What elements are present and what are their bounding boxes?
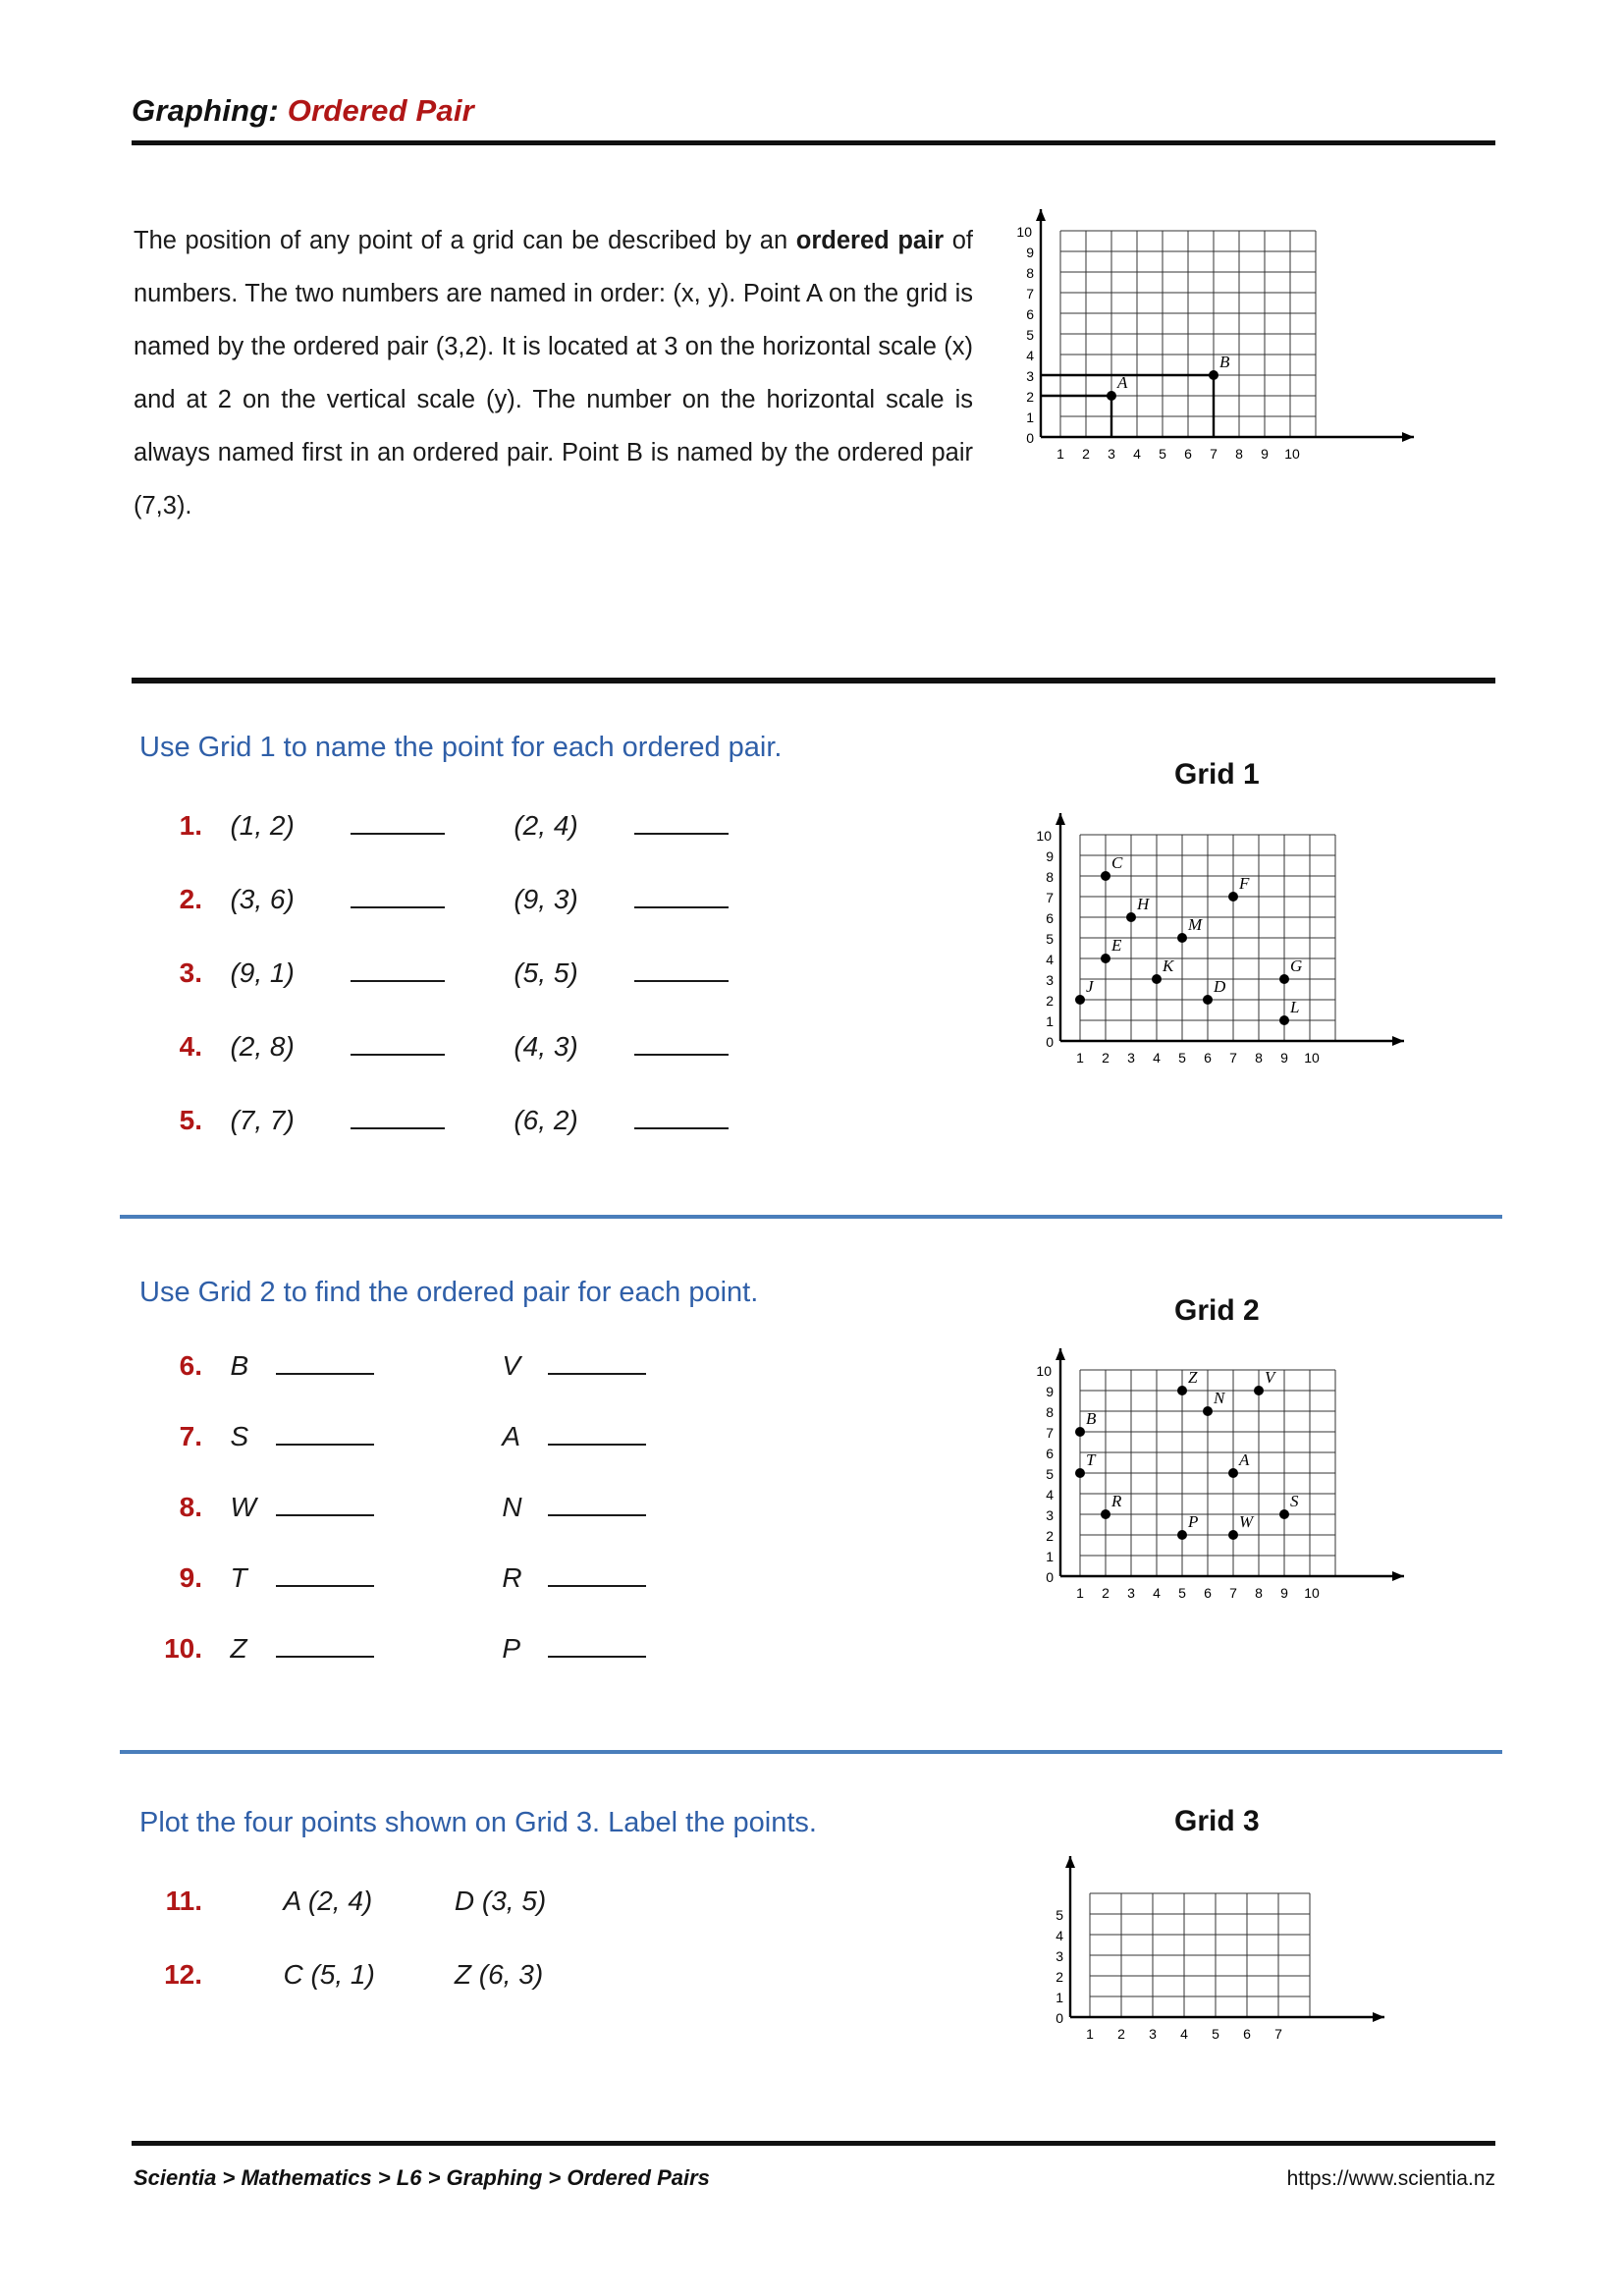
svg-text:G: G: [1290, 957, 1303, 975]
answer-blank[interactable]: [548, 1563, 646, 1587]
svg-text:9: 9: [1280, 1585, 1288, 1601]
svg-text:5: 5: [1178, 1585, 1186, 1601]
svg-text:D: D: [1214, 977, 1226, 996]
svg-text:7: 7: [1274, 2026, 1282, 2042]
grid2-svg: [1021, 1331, 1434, 1694]
answer-blank[interactable]: [276, 1422, 374, 1446]
question-row-6: [157, 1350, 646, 1382]
page-title-prefix: Graphing:: [132, 93, 279, 128]
answer-blank[interactable]: [276, 1493, 374, 1516]
svg-text:M: M: [1188, 915, 1203, 934]
svg-text:2: 2: [1026, 389, 1034, 405]
svg-text:4: 4: [1153, 1050, 1161, 1066]
svg-text:5: 5: [1212, 2026, 1219, 2042]
question-number: 3.: [179, 957, 202, 988]
answer-blank[interactable]: [634, 811, 729, 835]
svg-text:1: 1: [1076, 1050, 1084, 1066]
svg-text:6: 6: [1243, 2026, 1251, 2042]
answer-blank[interactable]: [351, 958, 445, 982]
svg-text:6: 6: [1046, 1446, 1054, 1461]
question-row-1: [157, 810, 729, 842]
svg-text:9: 9: [1046, 1384, 1054, 1399]
answer-blank[interactable]: [351, 811, 445, 835]
svg-text:3: 3: [1127, 1585, 1135, 1601]
answer-blank[interactable]: [276, 1351, 374, 1375]
svg-text:4: 4: [1180, 2026, 1188, 2042]
svg-text:B: B: [1086, 1409, 1097, 1428]
svg-text:9: 9: [1026, 245, 1034, 260]
svg-text:4: 4: [1046, 1487, 1054, 1503]
question-right-text: P: [502, 1633, 521, 1664]
svg-text:1: 1: [1026, 410, 1034, 425]
svg-text:0: 0: [1026, 430, 1034, 446]
header-divider: [132, 140, 1495, 145]
svg-text:F: F: [1239, 874, 1250, 893]
question-number: 5.: [179, 1105, 202, 1135]
answer-blank[interactable]: [276, 1634, 374, 1658]
svg-text:8: 8: [1235, 446, 1243, 462]
svg-text:1: 1: [1046, 1549, 1054, 1564]
svg-text:8: 8: [1255, 1585, 1263, 1601]
question-row-12: [145, 1959, 622, 1991]
svg-text:8: 8: [1046, 1404, 1054, 1420]
svg-text:2: 2: [1082, 446, 1090, 462]
svg-text:4: 4: [1056, 1928, 1063, 1943]
svg-text:J: J: [1086, 977, 1094, 996]
svg-text:1: 1: [1046, 1013, 1054, 1029]
instruction-section-1: Use Grid 1 to name the point for each ordered pair.: [139, 732, 783, 763]
svg-text:1: 1: [1086, 2026, 1094, 2042]
instruction-section-3: Plot the four points shown on Grid 3. Label the points.: [139, 1807, 817, 1838]
question-number: 11.: [165, 1886, 202, 1916]
svg-text:2: 2: [1046, 993, 1054, 1009]
svg-text:2: 2: [1117, 2026, 1125, 2042]
question-left-text: T: [230, 1562, 247, 1593]
svg-text:1: 1: [1076, 1585, 1084, 1601]
svg-text:R: R: [1111, 1492, 1122, 1510]
question-row-4: [157, 1031, 729, 1063]
grid1-title: Grid 1: [1174, 758, 1260, 791]
svg-text:K: K: [1163, 957, 1174, 975]
answer-blank[interactable]: [276, 1563, 374, 1587]
svg-text:0: 0: [1056, 2010, 1063, 2026]
answer-blank[interactable]: [351, 1106, 445, 1129]
section-divider-2: [120, 1215, 1502, 1219]
answer-blank[interactable]: [351, 885, 445, 908]
answer-blank[interactable]: [634, 885, 729, 908]
svg-text:10: 10: [1036, 828, 1052, 844]
question-left-text: B: [230, 1350, 249, 1381]
svg-text:W: W: [1239, 1512, 1254, 1531]
answer-blank[interactable]: [634, 1106, 729, 1129]
grid2-title: Grid 2: [1174, 1294, 1260, 1327]
intro-paragraph: [134, 214, 973, 532]
question-right-text: N: [502, 1492, 522, 1522]
svg-text:7: 7: [1046, 1425, 1054, 1441]
svg-text:10: 10: [1284, 446, 1300, 462]
svg-text:4: 4: [1153, 1585, 1161, 1601]
intro-text-part1: The position of any point of a grid can be described by an: [134, 227, 796, 254]
question-right-text: (5, 5): [514, 957, 578, 988]
svg-text:2: 2: [1046, 1528, 1054, 1544]
page-title-main: Ordered Pair: [287, 93, 474, 128]
svg-text:5: 5: [1046, 1466, 1054, 1482]
svg-text:7: 7: [1046, 890, 1054, 905]
question-row-8: [157, 1492, 646, 1523]
question-number: 12.: [164, 1959, 202, 1990]
svg-text:P: P: [1188, 1512, 1199, 1531]
svg-text:4: 4: [1046, 952, 1054, 967]
question-right-text: D (3, 5): [454, 1886, 547, 1916]
svg-text:10: 10: [1036, 1363, 1052, 1379]
svg-text:9: 9: [1261, 446, 1269, 462]
question-row-3: [157, 957, 729, 989]
svg-text:6: 6: [1204, 1585, 1212, 1601]
question-number: 6.: [179, 1350, 202, 1381]
question-right-text: (6, 2): [514, 1105, 578, 1135]
question-row-7: [157, 1421, 646, 1452]
question-row-9: [157, 1562, 646, 1594]
svg-text:10: 10: [1016, 224, 1032, 240]
section-divider-3: [120, 1750, 1502, 1754]
svg-text:7: 7: [1229, 1050, 1237, 1066]
svg-text:5: 5: [1178, 1050, 1186, 1066]
svg-text:2: 2: [1102, 1050, 1110, 1066]
svg-text:N: N: [1214, 1389, 1225, 1407]
svg-text:8: 8: [1046, 869, 1054, 885]
question-right-text: (2, 4): [514, 810, 578, 841]
svg-text:4: 4: [1026, 348, 1034, 363]
answer-blank[interactable]: [634, 1032, 729, 1056]
question-number: 9.: [179, 1562, 202, 1593]
svg-text:3: 3: [1046, 1507, 1054, 1523]
question-right-text: R: [502, 1562, 522, 1593]
svg-text:3: 3: [1026, 368, 1034, 384]
svg-text:3: 3: [1056, 1948, 1063, 1964]
grid2-figure: [1021, 1331, 1434, 1694]
svg-text:6: 6: [1184, 446, 1192, 462]
question-left-text: (2, 8): [230, 1031, 295, 1062]
footer-breadcrumb: Scientia > Mathematics > L6 > Graphing > Ordered Pairs: [134, 2165, 710, 2190]
grid1-svg: [1021, 795, 1434, 1159]
svg-text:V: V: [1265, 1368, 1275, 1387]
svg-text:3: 3: [1108, 446, 1115, 462]
svg-text:1: 1: [1056, 446, 1064, 462]
svg-text:8: 8: [1026, 265, 1034, 281]
svg-text:6: 6: [1204, 1050, 1212, 1066]
svg-text:9: 9: [1046, 848, 1054, 864]
svg-text:10: 10: [1304, 1050, 1320, 1066]
intro-text-part2: of numbers. The two numbers are named in order: (x, y). Point A on the grid is named by the ordered pair (3,2). It is located at 3 on the horizontal scale (x) and at 2 on the vertical scale (y). The number on the horizontal scale is always named first in an ordered pair. Point B is named by the ordered pair (7,3).: [134, 227, 974, 519]
question-left-text: S: [230, 1421, 249, 1451]
grid3-figure[interactable]: [1031, 1834, 1424, 2109]
svg-text:B: B: [1219, 353, 1230, 371]
answer-blank[interactable]: [548, 1351, 646, 1375]
svg-text:A: A: [1239, 1450, 1250, 1469]
question-left-text: (7, 7): [230, 1105, 295, 1135]
grid1-figure: [1021, 795, 1434, 1159]
svg-text:6: 6: [1026, 306, 1034, 322]
question-number: 2.: [179, 884, 202, 914]
page-title: [132, 93, 474, 129]
svg-text:10: 10: [1304, 1585, 1320, 1601]
question-right-text: (4, 3): [514, 1031, 578, 1062]
answer-blank[interactable]: [351, 1032, 445, 1056]
svg-text:H: H: [1137, 895, 1150, 913]
question-left-text: (9, 1): [230, 957, 295, 988]
svg-text:7: 7: [1229, 1585, 1237, 1601]
svg-text:5: 5: [1026, 327, 1034, 343]
answer-blank[interactable]: [548, 1634, 646, 1658]
svg-text:9: 9: [1280, 1050, 1288, 1066]
question-row-10: [145, 1633, 646, 1665]
question-number: 7.: [179, 1421, 202, 1451]
svg-text:C: C: [1111, 853, 1123, 872]
svg-text:3: 3: [1046, 972, 1054, 988]
grid3-svg[interactable]: [1031, 1834, 1424, 2109]
question-right-text: Z (6, 3): [454, 1959, 544, 1990]
question-left-text: (1, 2): [230, 810, 295, 841]
svg-text:5: 5: [1046, 931, 1054, 947]
intro-bold-term: ordered pair: [795, 227, 945, 254]
svg-text:0: 0: [1046, 1034, 1054, 1050]
question-right-text: (9, 3): [514, 884, 578, 914]
svg-text:3: 3: [1127, 1050, 1135, 1066]
svg-text:5: 5: [1056, 1907, 1063, 1923]
question-right-text: V: [502, 1350, 521, 1381]
svg-text:4: 4: [1133, 446, 1141, 462]
svg-text:Z: Z: [1188, 1368, 1198, 1387]
answer-blank[interactable]: [548, 1422, 646, 1446]
svg-text:3: 3: [1149, 2026, 1157, 2042]
svg-text:0: 0: [1046, 1569, 1054, 1585]
svg-text:5: 5: [1159, 446, 1166, 462]
grid3-title: Grid 3: [1174, 1805, 1260, 1837]
svg-text:1: 1: [1056, 1990, 1063, 2005]
footer-divider: [132, 2141, 1495, 2146]
svg-text:A: A: [1117, 373, 1128, 392]
svg-text:T: T: [1086, 1450, 1096, 1469]
question-row-11: [145, 1886, 622, 1917]
svg-text:E: E: [1111, 936, 1122, 955]
svg-text:2: 2: [1056, 1969, 1063, 1985]
svg-text:7: 7: [1026, 286, 1034, 301]
question-number: 8.: [179, 1492, 202, 1522]
question-number: 10.: [164, 1633, 202, 1664]
answer-blank[interactable]: [548, 1493, 646, 1516]
question-number: 4.: [179, 1031, 202, 1062]
svg-text:7: 7: [1210, 446, 1218, 462]
svg-text:S: S: [1290, 1492, 1299, 1510]
example-grid-svg: [1001, 191, 1453, 476]
question-left-text: C (5, 1): [283, 1959, 375, 1990]
question-right-text: A: [502, 1421, 521, 1451]
section-divider-1: [132, 678, 1495, 683]
question-row-5: [157, 1105, 729, 1136]
question-left-text: W: [230, 1492, 256, 1522]
question-left-text: A (2, 4): [283, 1886, 373, 1916]
question-left-text: Z: [230, 1633, 247, 1664]
example-grid-figure: [1001, 191, 1453, 476]
svg-text:6: 6: [1046, 910, 1054, 926]
svg-text:8: 8: [1255, 1050, 1263, 1066]
svg-text:L: L: [1290, 998, 1300, 1016]
question-left-text: (3, 6): [230, 884, 295, 914]
question-row-2: [157, 884, 729, 915]
answer-blank[interactable]: [634, 958, 729, 982]
instruction-section-2: Use Grid 2 to find the ordered pair for each point.: [139, 1277, 759, 1308]
question-number: 1.: [179, 810, 202, 841]
svg-text:2: 2: [1102, 1585, 1110, 1601]
footer-url[interactable]: https://www.scientia.nz: [1286, 2167, 1495, 2190]
